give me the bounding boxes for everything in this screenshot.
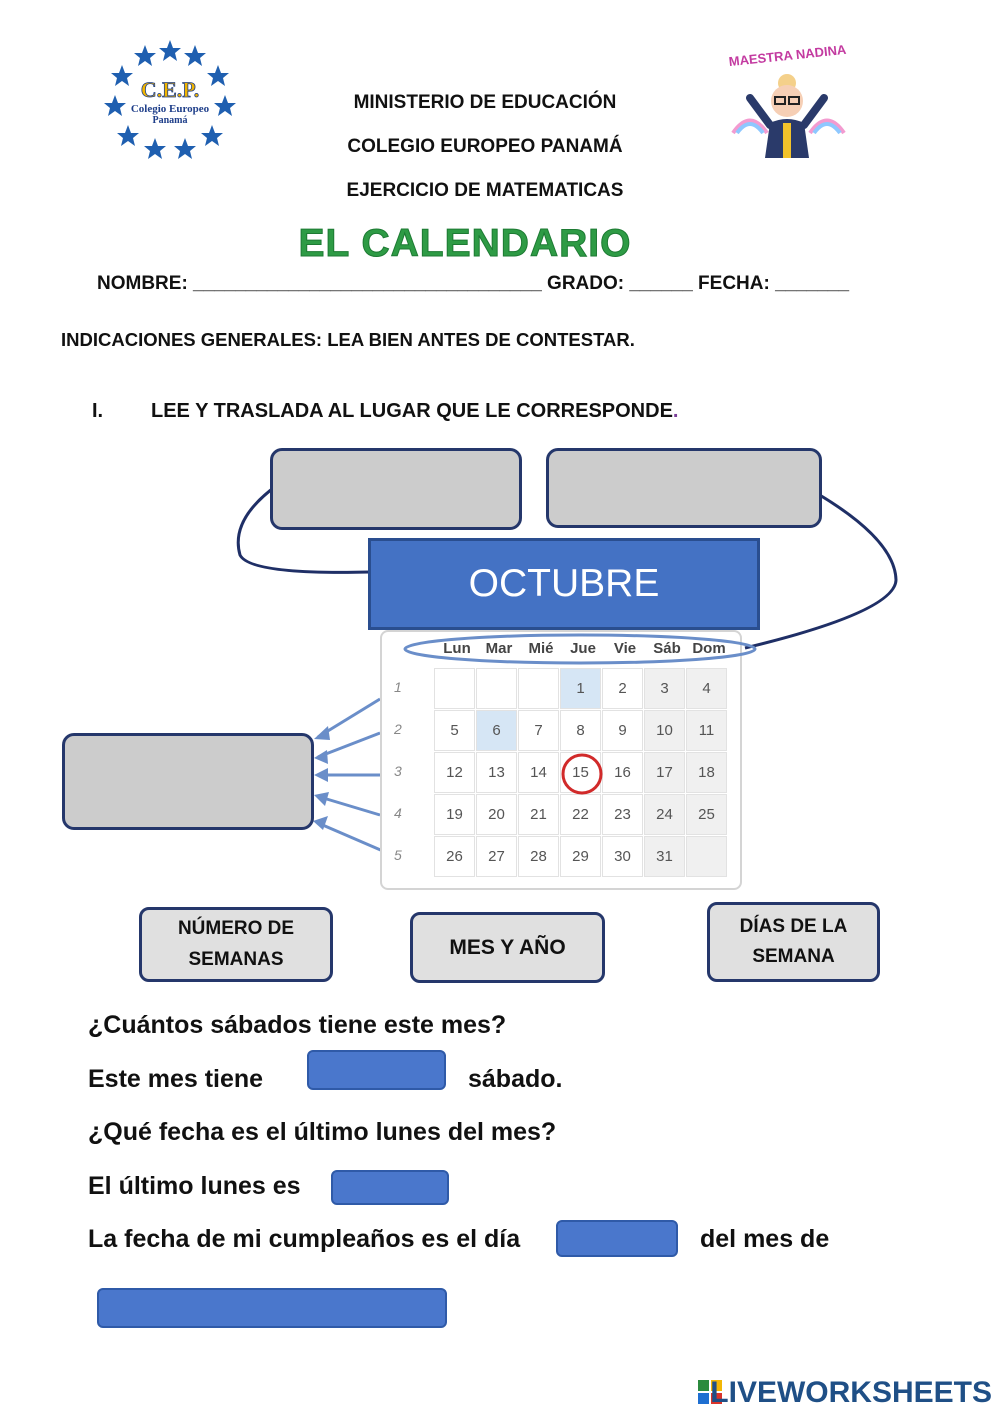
teacher-logo-text: MAESTRA NADINA bbox=[728, 41, 847, 70]
calendar-day-cell: 7 bbox=[518, 710, 559, 751]
section-title-dot: . bbox=[672, 400, 679, 422]
question-saturdays: ¿Cuántos sábados tiene este mes? bbox=[88, 1011, 507, 1039]
calendar-day-cell: 2 bbox=[602, 668, 643, 709]
calendar-day-cell: 16 bbox=[602, 752, 643, 793]
label-week-numbers-line1: NÚMERO DE bbox=[177, 918, 295, 940]
day-header-sat: Sáb bbox=[653, 640, 681, 657]
calendar-day-cell: 12 bbox=[434, 752, 475, 793]
calendar-day-cell: 22 bbox=[560, 794, 601, 835]
calendar-day-cell bbox=[518, 668, 559, 709]
header-subject: EJERCICIO DE MATEMATICAS bbox=[346, 180, 624, 201]
birthday-month-input[interactable] bbox=[97, 1288, 447, 1328]
label-week-days-line1: DÍAS DE LA bbox=[739, 915, 848, 937]
drop-target-month-year[interactable] bbox=[270, 448, 522, 530]
answer-saturdays-suffix: sábado. bbox=[468, 1065, 563, 1093]
calendar-day-cell: 18 bbox=[686, 752, 727, 793]
answer-saturdays-prefix: Este mes tiene bbox=[88, 1065, 264, 1093]
month-banner: OCTUBRE bbox=[368, 538, 760, 630]
calendar-day-cell: 6 bbox=[476, 710, 517, 751]
calendar-day-cell: 11 bbox=[686, 710, 727, 751]
label-week-days[interactable] bbox=[707, 902, 880, 982]
general-instructions: INDICACIONES GENERALES: LEA BIEN ANTES DE CONTESTAR. bbox=[61, 329, 635, 350]
header-ministry: MINISTERIO DE EDUCACIÓN bbox=[353, 92, 617, 113]
student-info-line: NOMBRE: _________________________________ GRADO: ______ FECHA: _______ bbox=[97, 273, 850, 294]
calendar-day-cell: 30 bbox=[602, 836, 643, 877]
calendar-day-cell: 9 bbox=[602, 710, 643, 751]
birthday-suffix: del mes de bbox=[700, 1225, 830, 1253]
calendar-day-cell: 8 bbox=[560, 710, 601, 751]
section-title-text: LEE Y TRASLADA AL LUGAR QUE LE CORRESPONDE bbox=[151, 400, 673, 422]
answer-last-monday-input[interactable] bbox=[331, 1170, 449, 1205]
logo-sub-text: Colegio Europeo bbox=[130, 103, 210, 115]
calendar-day-cell: 20 bbox=[476, 794, 517, 835]
calendar-day-cell: 4 bbox=[686, 668, 727, 709]
day-header-sun: Dom bbox=[692, 640, 726, 657]
calendar-day-cell: 29 bbox=[560, 836, 601, 877]
birthday-day-input[interactable] bbox=[556, 1220, 678, 1257]
day-header-fri: Vie bbox=[613, 640, 637, 657]
calendar-day-cell: 19 bbox=[434, 794, 475, 835]
question-last-monday: ¿Qué fecha es el último lunes del mes? bbox=[88, 1118, 557, 1146]
drop-target-week-numbers[interactable] bbox=[62, 733, 314, 830]
worksheet-title: EL CALENDARIO bbox=[298, 222, 632, 265]
logo-main-text: C.E.P. bbox=[140, 77, 200, 102]
calendar-day-cell: 23 bbox=[602, 794, 643, 835]
label-week-numbers-line2: SEMANAS bbox=[188, 948, 284, 970]
birthday-prefix: La fecha de mi cumpleaños es el día bbox=[88, 1225, 521, 1253]
calendar-day-cell: 17 bbox=[644, 752, 685, 793]
calendar-day-cell: 13 bbox=[476, 752, 517, 793]
week-number: 3 bbox=[394, 763, 402, 779]
day-header-mon: Lun bbox=[443, 640, 471, 657]
answer-last-monday-prefix: El último lunes es bbox=[88, 1172, 301, 1200]
circled-date-marker bbox=[560, 752, 604, 796]
calendar-day-cell: 31 bbox=[644, 836, 685, 877]
liveworksheets-brand: LIVEWORKSHEETS bbox=[710, 1376, 992, 1409]
day-header-thu: Jue bbox=[570, 640, 596, 657]
calendar-day-cell: 26 bbox=[434, 836, 475, 877]
calendar-day-cell: 25 bbox=[686, 794, 727, 835]
day-header-wed: Mié bbox=[528, 640, 554, 657]
calendar-day-cell bbox=[686, 836, 727, 877]
calendar-day-cell: 28 bbox=[518, 836, 559, 877]
calendar-day-cell: 27 bbox=[476, 836, 517, 877]
week-number: 4 bbox=[394, 805, 402, 821]
week-number: 1 bbox=[394, 679, 402, 695]
week-number: 2 bbox=[394, 721, 402, 737]
week-number: 5 bbox=[394, 847, 402, 863]
day-header-tue: Mar bbox=[485, 640, 513, 657]
calendar-day-cell: 1 bbox=[560, 668, 601, 709]
logo-sub-text-2: Panamá bbox=[152, 115, 188, 126]
label-week-numbers[interactable] bbox=[139, 907, 333, 982]
calendar-day-cell bbox=[434, 668, 475, 709]
calendar-day-cell: 15 bbox=[560, 752, 601, 793]
answer-saturdays-input[interactable] bbox=[307, 1050, 446, 1090]
calendar-day-cell: 10 bbox=[644, 710, 685, 751]
calendar-day-cell bbox=[476, 668, 517, 709]
header-school: COLEGIO EUROPEO PANAMÁ bbox=[347, 136, 623, 157]
label-month-year[interactable]: MES Y AÑO bbox=[410, 912, 605, 983]
section-number: I. bbox=[92, 400, 104, 422]
calendar-day-cell: 14 bbox=[518, 752, 559, 793]
calendar-day-cell: 24 bbox=[644, 794, 685, 835]
label-week-days-line2: SEMANA bbox=[752, 946, 835, 967]
calendar-day-cell: 5 bbox=[434, 710, 475, 751]
drop-target-week-days[interactable] bbox=[546, 448, 822, 528]
calendar-day-cell: 21 bbox=[518, 794, 559, 835]
calendar-day-cell: 3 bbox=[644, 668, 685, 709]
